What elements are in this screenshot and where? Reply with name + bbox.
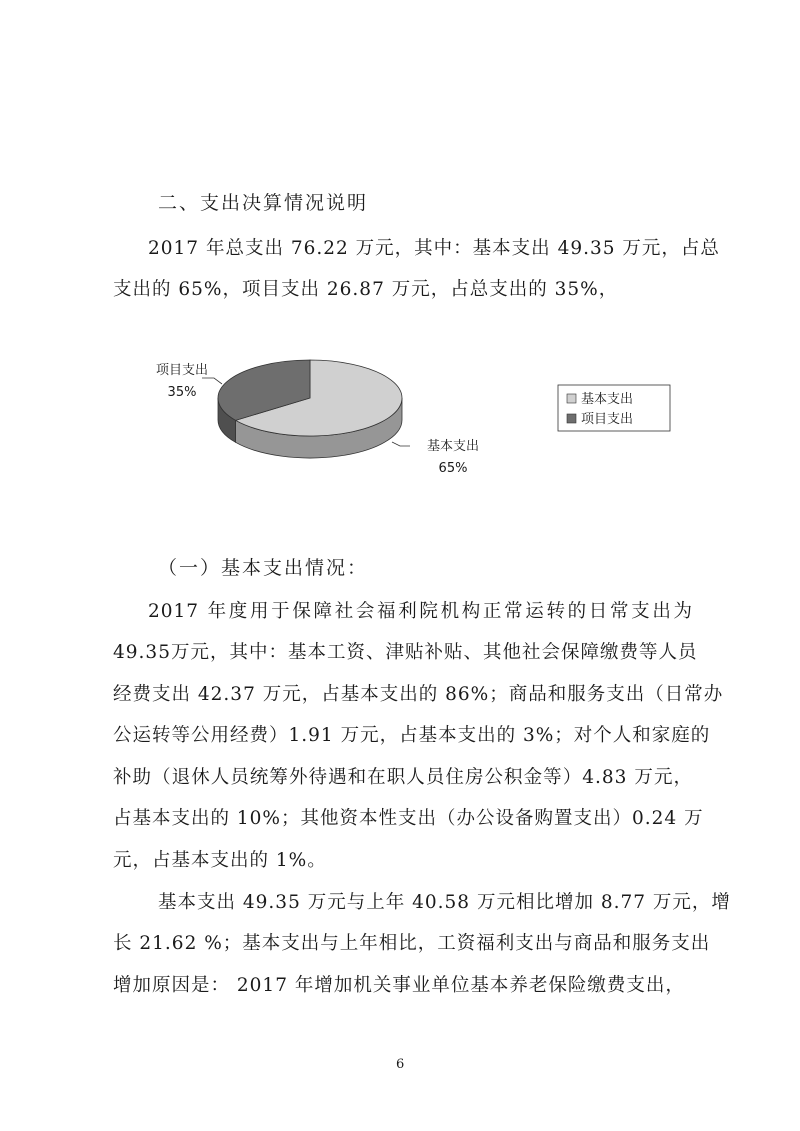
legend-entry-project: 项目支出: [581, 412, 634, 427]
para1-text-3: 经费支出 42.37 万元，占基本支出的 86%；商品和服务支出（日常办: [113, 684, 724, 705]
para1-line-1: [148, 597, 693, 623]
legend-swatch-project: [567, 414, 576, 423]
label-basic-name: 基本支出: [426, 439, 480, 454]
para1-line-7: 元，占基本支出的 1%。: [113, 850, 327, 871]
leader-line-basic: [392, 442, 410, 446]
para2-line-1: [158, 888, 731, 914]
para1-line-5: [113, 763, 693, 789]
para1-text-2: 49.35万元，其中：基本工资、津贴补贴、其他社会保障缴费等人员: [113, 642, 698, 663]
expense-pie-chart: [110, 350, 690, 490]
legend-entry-basic: 基本支出: [581, 392, 634, 407]
summary-line-2: 支出的 65%，项目支出 26.87 万元，占总支出的 35%，: [113, 279, 619, 300]
para1-line-3: [113, 680, 724, 706]
subsection-heading: （一）基本支出情况：: [158, 557, 369, 579]
para2-text-2: 长 21.62 %；基本支出与上年相比，工资福利支出与商品和服务支出: [113, 933, 711, 954]
para1-line-4: [113, 721, 711, 747]
para1-text-5: 补助（退休人员统筹外待遇和在职人员住房公积金等）4.83 万元，: [113, 767, 693, 788]
para1-text-1: 2017 年度用于保障社会福利院机构正常运转的日常支出为: [148, 601, 693, 622]
label-project-pct: 35%: [167, 385, 197, 400]
page-number: 6: [396, 1057, 405, 1072]
para2-line-3: 增加原因是： 2017 年增加机关事业单位基本养老保险缴费支出，: [113, 975, 685, 996]
leader-line-project: [202, 378, 222, 384]
label-basic-pct: 65%: [438, 461, 468, 476]
summary-text: 2017 年总支出 76.22 万元，其中：基本支出 49.35 万元，占总: [148, 238, 720, 259]
pie-slices: [218, 360, 402, 458]
para1-line-2: [113, 638, 698, 664]
legend-swatch-basic: [567, 394, 576, 403]
para1-line-6: [113, 804, 704, 830]
para2-line-2: [113, 929, 711, 955]
para2-text-1: 基本支出 49.35 万元与上年 40.58 万元相比增加 8.77 万元，增: [158, 892, 731, 913]
label-project-name: 项目支出: [155, 363, 209, 378]
section-heading: 二、支出决算情况说明: [158, 192, 369, 214]
para1-text-6: 占基本支出的 10%；其他资本性支出（办公设备购置支出）0.24 万: [113, 808, 704, 829]
chart-legend: [558, 385, 670, 431]
summary-line-1: [148, 234, 720, 260]
para1-text-4: 公运转等公用经费）1.91 万元，占基本支出的 3%；对个人和家庭的: [113, 725, 711, 746]
